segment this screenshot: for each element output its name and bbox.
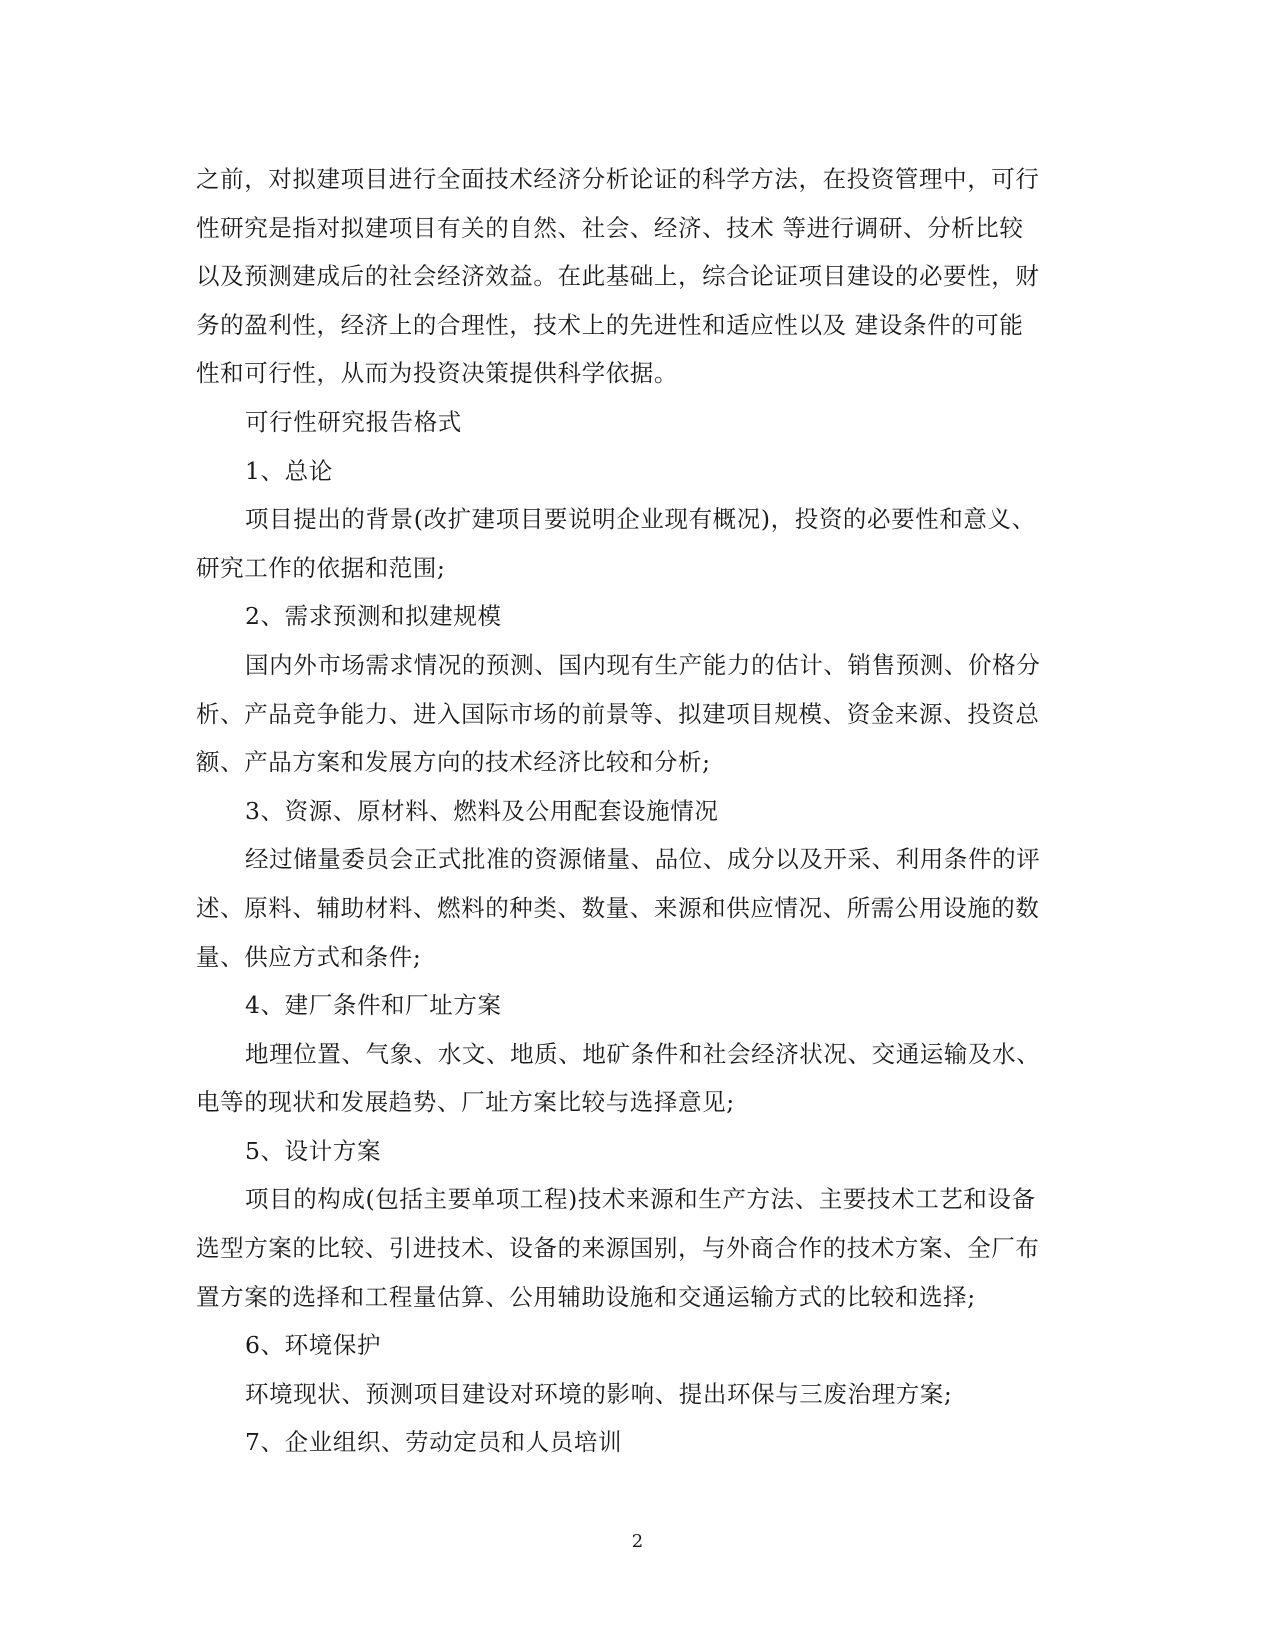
text-line: 国内外市场需求情况的预测、国内现有生产能力的估计、销售预测、价格分 [245, 650, 1041, 679]
text-line: 性研究是指对拟建项目有关的自然、社会、经济、技术 等进行调研、分析比较 [196, 213, 1024, 242]
text-line: 务的盈利性，经济上的合理性，技术上的先进性和适应性以及 建设条件的可能 [196, 310, 1024, 339]
section-heading: 4、建厂条件和厂址方案 [245, 991, 502, 1020]
text-line: 置方案的选择和工程量估算、公用辅助设施和交通运输方式的比较和选择; [196, 1282, 976, 1311]
text-line: 之前，对拟建项目进行全面技术经济分析论证的科学方法，在投资管理中，可行 [196, 165, 1040, 193]
text-line: 研究工作的依据和范围; [196, 553, 446, 582]
section-heading: 可行性研究报告格式 [245, 407, 462, 436]
section-heading: 7、企业组织、劳动定员和人员培训 [245, 1428, 623, 1457]
section-heading: 2、需求预测和拟建规模 [245, 602, 502, 631]
text-line: 地理位置、气象、水文、地质、地矿条件和社会经济状况、交通运输及水、 [245, 1039, 1041, 1068]
text-line: 析、产品竞争能力、进入国际市场的前景等、拟建项目规模、资金来源、投资总 [196, 699, 1040, 728]
text-line: 项目的构成(包括主要单项工程)技术来源和生产方法、主要技术工艺和设备 [245, 1185, 1036, 1214]
section-heading: 6、环境保护 [245, 1331, 382, 1360]
section-heading: 1、总论 [245, 456, 333, 485]
text-line: 以及预测建成后的社会经济效益。在此基础上，综合论证项目建设的必要性，财 [196, 262, 1040, 291]
text-line: 电等的现状和发展趋势、厂址方案比较与选择意见; [196, 1088, 735, 1117]
text-line: 环境现状、预测项目建设对环境的影响、提出环保与三废治理方案; [245, 1379, 953, 1408]
text-line: 经过储量委员会正式批准的资源储量、品位、成分以及开采、利用条件的评 [245, 845, 1041, 874]
section-heading: 5、设计方案 [245, 1136, 382, 1165]
text-line: 选型方案的比较、引进技术、设备的来源国别，与外商合作的技术方案、全厂布 [196, 1234, 1040, 1263]
text-line: 项目提出的背景(改扩建项目要说明企业现有概况)，投资的必要性和意义、 [245, 505, 1036, 534]
page-number: 2 [631, 1531, 644, 1552]
document-body [196, 155, 1076, 1467]
text-line: 性和可行性，从而为投资决策提供科学依据。 [196, 359, 678, 388]
section-heading: 3、资源、原材料、燃料及公用配套设施情况 [245, 796, 719, 825]
text-line: 额、产品方案和发展方向的技术经济比较和分析; [196, 748, 711, 777]
text-line: 量、供应方式和条件; [196, 942, 422, 971]
text-line: 述、原料、辅助材料、燃料的种类、数量、来源和供应情况、所需公用设施的数 [196, 893, 1040, 922]
